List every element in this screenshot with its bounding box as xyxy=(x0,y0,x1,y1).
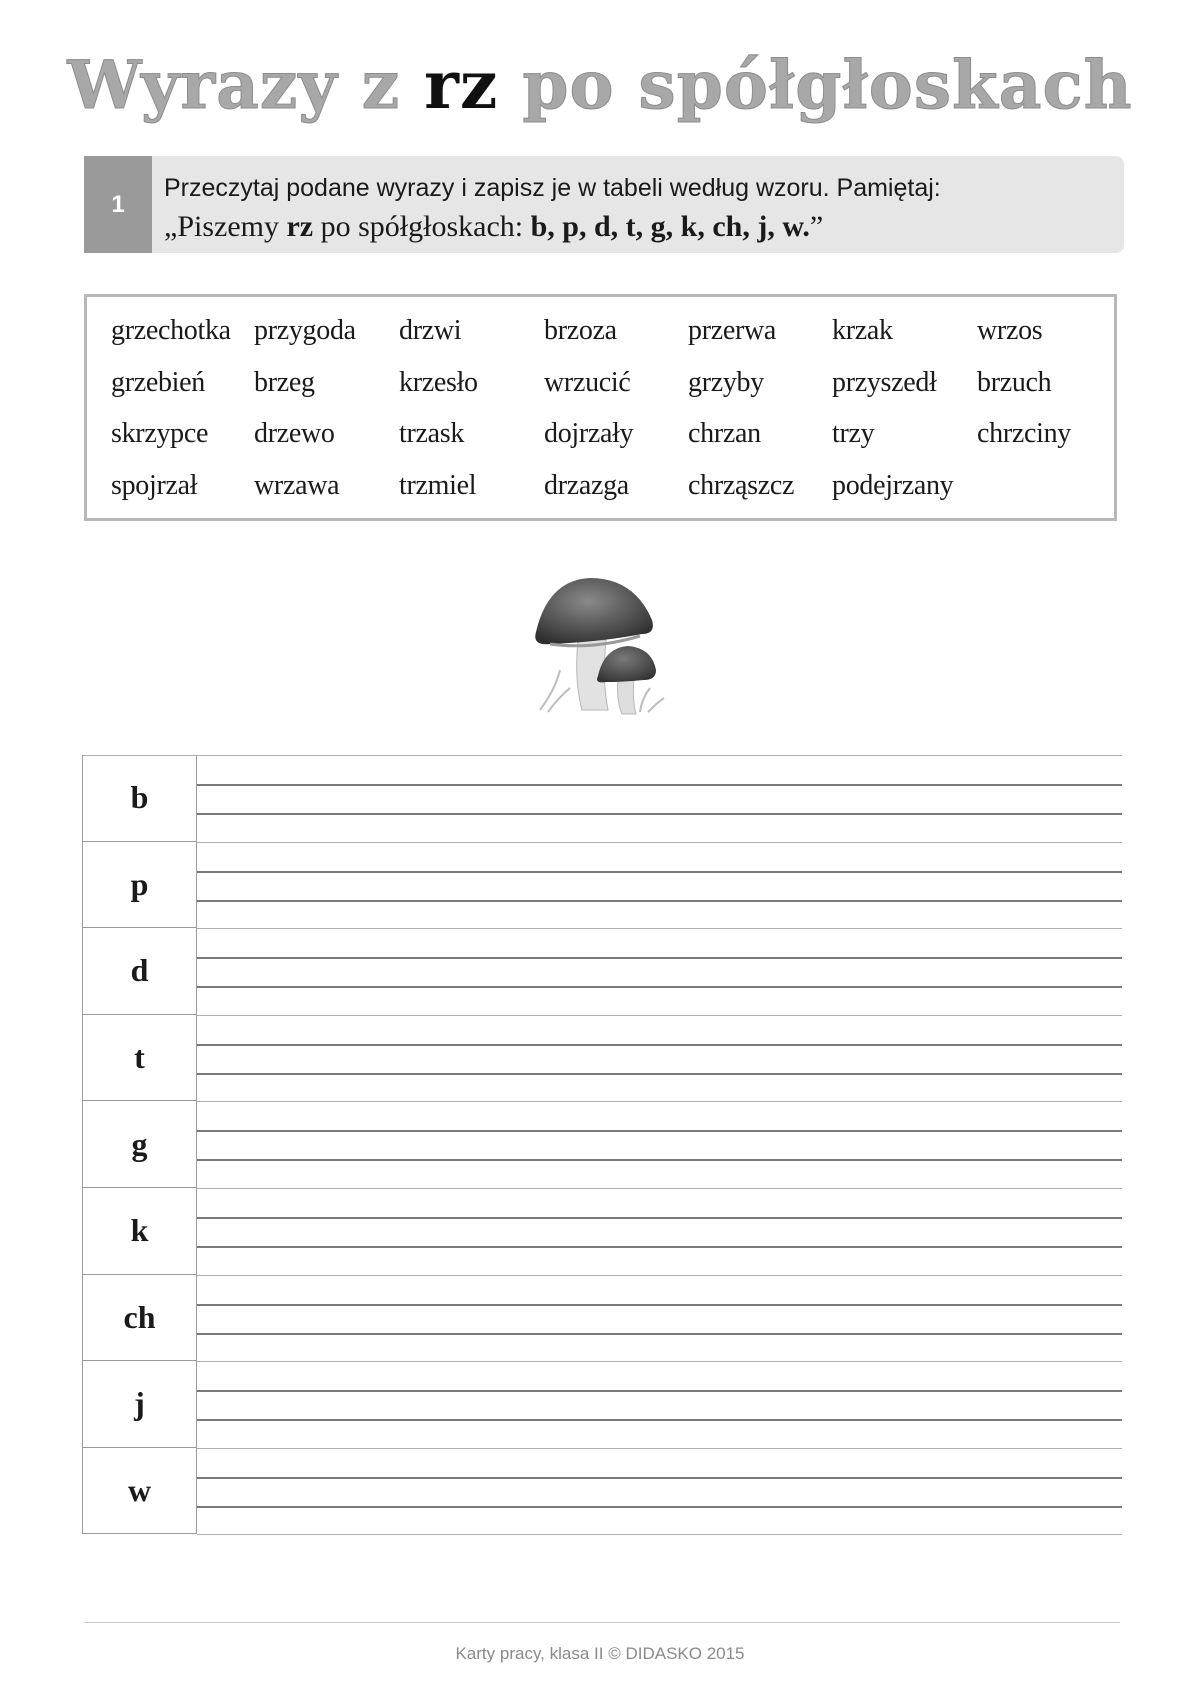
writing-line[interactable] xyxy=(197,1044,1122,1046)
writing-line[interactable] xyxy=(197,1246,1122,1248)
word-item: przygoda xyxy=(254,315,356,346)
word-item: podejrzany xyxy=(832,470,954,501)
word-item: brzoza xyxy=(544,315,617,346)
word-item: dojrzały xyxy=(544,418,634,449)
row-label-g: g xyxy=(82,1101,197,1188)
word-item: brzuch xyxy=(977,367,1052,398)
rule-text-rz: rz xyxy=(286,210,314,243)
row-label-ch: ch xyxy=(82,1275,197,1362)
writing-line[interactable] xyxy=(197,1159,1122,1161)
writing-line[interactable] xyxy=(197,928,1122,929)
rule-text-consonants: b, p, d, t, g, k, ch, j, w. xyxy=(530,210,810,243)
word-item: spojrzał xyxy=(111,470,198,501)
word-item: krzak xyxy=(832,315,893,346)
footer-text: Karty pracy, klasa II © DIDASKO 2015 xyxy=(455,1644,745,1663)
writing-line[interactable] xyxy=(197,1073,1122,1075)
word-item: brzeg xyxy=(254,367,315,398)
word-item: drzwi xyxy=(399,315,462,346)
writing-line[interactable] xyxy=(197,1217,1122,1219)
row-label-w: w xyxy=(82,1448,197,1535)
word-item: chrzan xyxy=(688,418,761,449)
title-part-3: po spółgłoskach xyxy=(498,46,1133,124)
writing-line[interactable] xyxy=(197,1101,1122,1102)
word-item: chrząszcz xyxy=(688,470,795,501)
word-item: trzy xyxy=(832,418,875,449)
word-bank xyxy=(84,294,1117,521)
writing-line[interactable] xyxy=(197,957,1122,959)
word-item: krzesło xyxy=(399,367,478,398)
word-item: drzazga xyxy=(544,470,629,501)
writing-line[interactable] xyxy=(197,1304,1122,1306)
row-label-b: b xyxy=(82,755,197,842)
task-instruction-bar xyxy=(84,156,1124,253)
word-item: trzask xyxy=(399,418,465,449)
writing-line[interactable] xyxy=(197,1188,1122,1189)
word-item: wrzos xyxy=(977,315,1043,346)
writing-line[interactable] xyxy=(197,1448,1122,1449)
word-item: grzyby xyxy=(688,367,764,398)
word-item: wrzucić xyxy=(544,367,631,398)
writing-line[interactable] xyxy=(197,900,1122,902)
writing-line[interactable] xyxy=(197,842,1122,843)
row-label-p: p xyxy=(82,842,197,929)
title-part-1: Wyrazy z xyxy=(67,46,425,124)
writing-table xyxy=(82,755,1122,1535)
rule-text-c: po spółgłoskach: xyxy=(313,210,531,243)
word-item: drzewo xyxy=(254,418,335,449)
writing-line[interactable] xyxy=(197,1361,1122,1362)
table-top-border xyxy=(82,755,1122,756)
writing-line[interactable] xyxy=(197,1390,1122,1392)
writing-line[interactable] xyxy=(197,871,1122,873)
rule-text-a: „Piszemy xyxy=(164,210,287,243)
writing-line[interactable] xyxy=(197,1333,1122,1335)
footer-divider xyxy=(84,1622,1120,1623)
rule-text-e: ” xyxy=(809,210,824,243)
word-item: przerwa xyxy=(688,315,777,346)
word-item: grzebień xyxy=(111,367,205,398)
writing-line[interactable] xyxy=(197,1015,1122,1016)
row-label-d: d xyxy=(82,928,197,1015)
word-item: grzechotka xyxy=(111,315,231,346)
instruction-text: Przeczytaj podane wyrazy i zapisz je w tabeli według wzoru. Pamiętaj: xyxy=(164,174,941,202)
writing-line[interactable] xyxy=(197,1130,1122,1132)
writing-line[interactable] xyxy=(197,784,1122,786)
row-label-k: k xyxy=(82,1188,197,1275)
writing-line[interactable] xyxy=(197,1506,1122,1508)
writing-line[interactable] xyxy=(197,1419,1122,1421)
writing-line[interactable] xyxy=(197,813,1122,815)
mushroom-icon xyxy=(530,570,670,720)
writing-line[interactable] xyxy=(197,1275,1122,1276)
writing-line[interactable] xyxy=(197,1534,1122,1535)
word-item: chrzciny xyxy=(977,418,1071,449)
task-number: 1 xyxy=(84,156,152,253)
word-item: wrzawa xyxy=(254,470,340,501)
row-label-t: t xyxy=(82,1015,197,1102)
word-item: przyszedł xyxy=(832,367,937,398)
word-item: trzmiel xyxy=(399,470,477,501)
row-label-j: j xyxy=(82,1361,197,1448)
title-part-rz: rz xyxy=(424,46,499,124)
writing-line[interactable] xyxy=(197,1477,1122,1479)
rule-text xyxy=(164,210,823,244)
writing-line[interactable] xyxy=(197,986,1122,988)
page-title xyxy=(0,46,1200,124)
word-item: skrzypce xyxy=(111,418,209,449)
